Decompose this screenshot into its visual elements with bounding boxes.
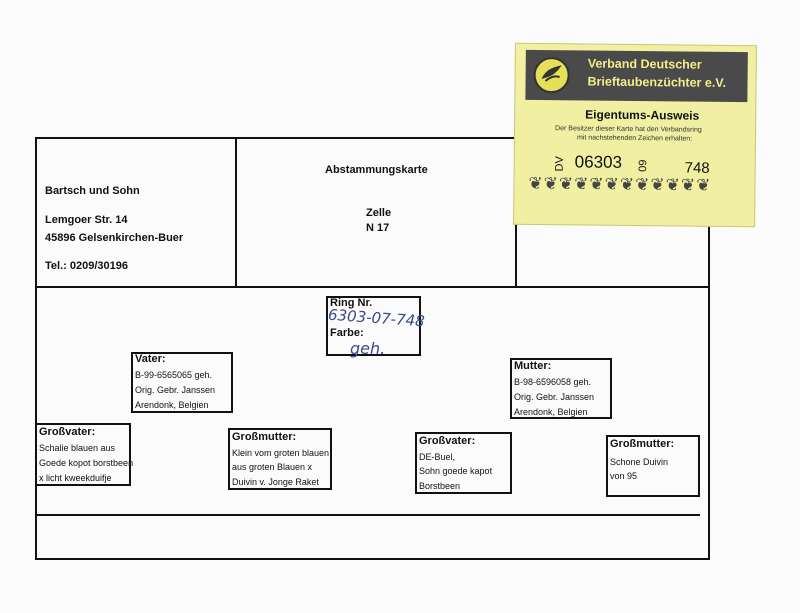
sticker-dv: DV [553,156,566,172]
grandfather-maternal-line-2: Sohn goede kapot [419,466,493,476]
header-divider-left [235,137,237,286]
grandmother-paternal-line-1: Klein vom groten blauen [232,448,330,458]
sticker-org-line-2: Brieftaubenzüchter e.V. [587,74,727,90]
sticker-subtitle-1: Der Besitzer dieser Karte hat den Verbandsring [555,125,702,134]
grandfather-paternal-line-3: x licht kweekduifje [39,473,112,483]
footer-divider [35,514,700,516]
grandfather-maternal-label: Großvater: [419,435,476,447]
sticker-year: 09 [637,159,650,172]
sticker-ornament-border: ❦❦❦❦❦❦❦❦❦❦❦❦ [528,173,712,195]
grandmother-paternal-line-2: aus groten Blauen x [232,462,313,472]
sticker-subtitle-2: mit nachstehenden Zeichen erhalten: [576,134,693,143]
ownership-sticker [513,43,757,228]
grandmother-paternal-line-3: Duivin v. Jonge Raket [232,477,319,487]
sender-street: Lemgoer Str. 14 [45,214,128,226]
grandfather-maternal-line-1: DE-Buel, [419,452,456,462]
mother-label: Mutter: [514,360,552,372]
grandmother-maternal-label: Großmutter: [610,438,675,450]
sticker-ring: 748 [684,159,710,177]
sender-name: Bartsch und Sohn [45,185,140,197]
sticker-title: Eigentums-Ausweis [585,107,700,123]
grandmother-maternal-line-2: von 95 [610,471,638,481]
zelle-value: N 17 [366,222,390,234]
sender-city: 45896 Gelsenkirchen-Buer [45,232,184,244]
grandfather-maternal-line-3: Borstbeen [419,481,461,491]
zelle-label: Zelle [366,207,392,219]
sticker-org-line-1: Verband Deutscher [587,56,702,72]
father-line-1: B-99-6565065 geh. [135,370,213,380]
grandmother-paternal-label: Großmutter: [232,431,297,443]
sender-phone: Tel.: 0209/30196 [45,260,128,272]
father-label: Vater: [135,353,166,365]
card-title: Abstammungskarte [325,164,428,176]
grandfather-paternal-label: Großvater: [39,426,96,438]
farbe-handwritten: geh. [350,339,386,358]
mother-line-3: Arendonk, Belgien [514,407,588,417]
sticker-number: 06303 [574,152,623,172]
father-line-2: Orig. Gebr. Janssen [135,385,216,395]
grandfather-paternal-line-1: Schalie blauen aus [39,443,116,453]
ring-label: Ring Nr. [330,297,373,309]
father-line-3: Arendonk, Belgien [135,400,209,410]
ring-number-handwritten: 6303-07-748 [327,305,426,331]
header-divider-horizontal [35,286,710,288]
grandfather-paternal-line-2: Goede kopot borstbeen [39,458,134,468]
pigeon-logo-icon [533,57,569,93]
grandmother-maternal-line-1: Schone Duivin [610,457,669,467]
mother-line-2: Orig. Gebr. Janssen [514,392,595,402]
mother-line-1: B-98-6596058 geh. [514,377,592,387]
farbe-label: Farbe: [330,327,364,339]
